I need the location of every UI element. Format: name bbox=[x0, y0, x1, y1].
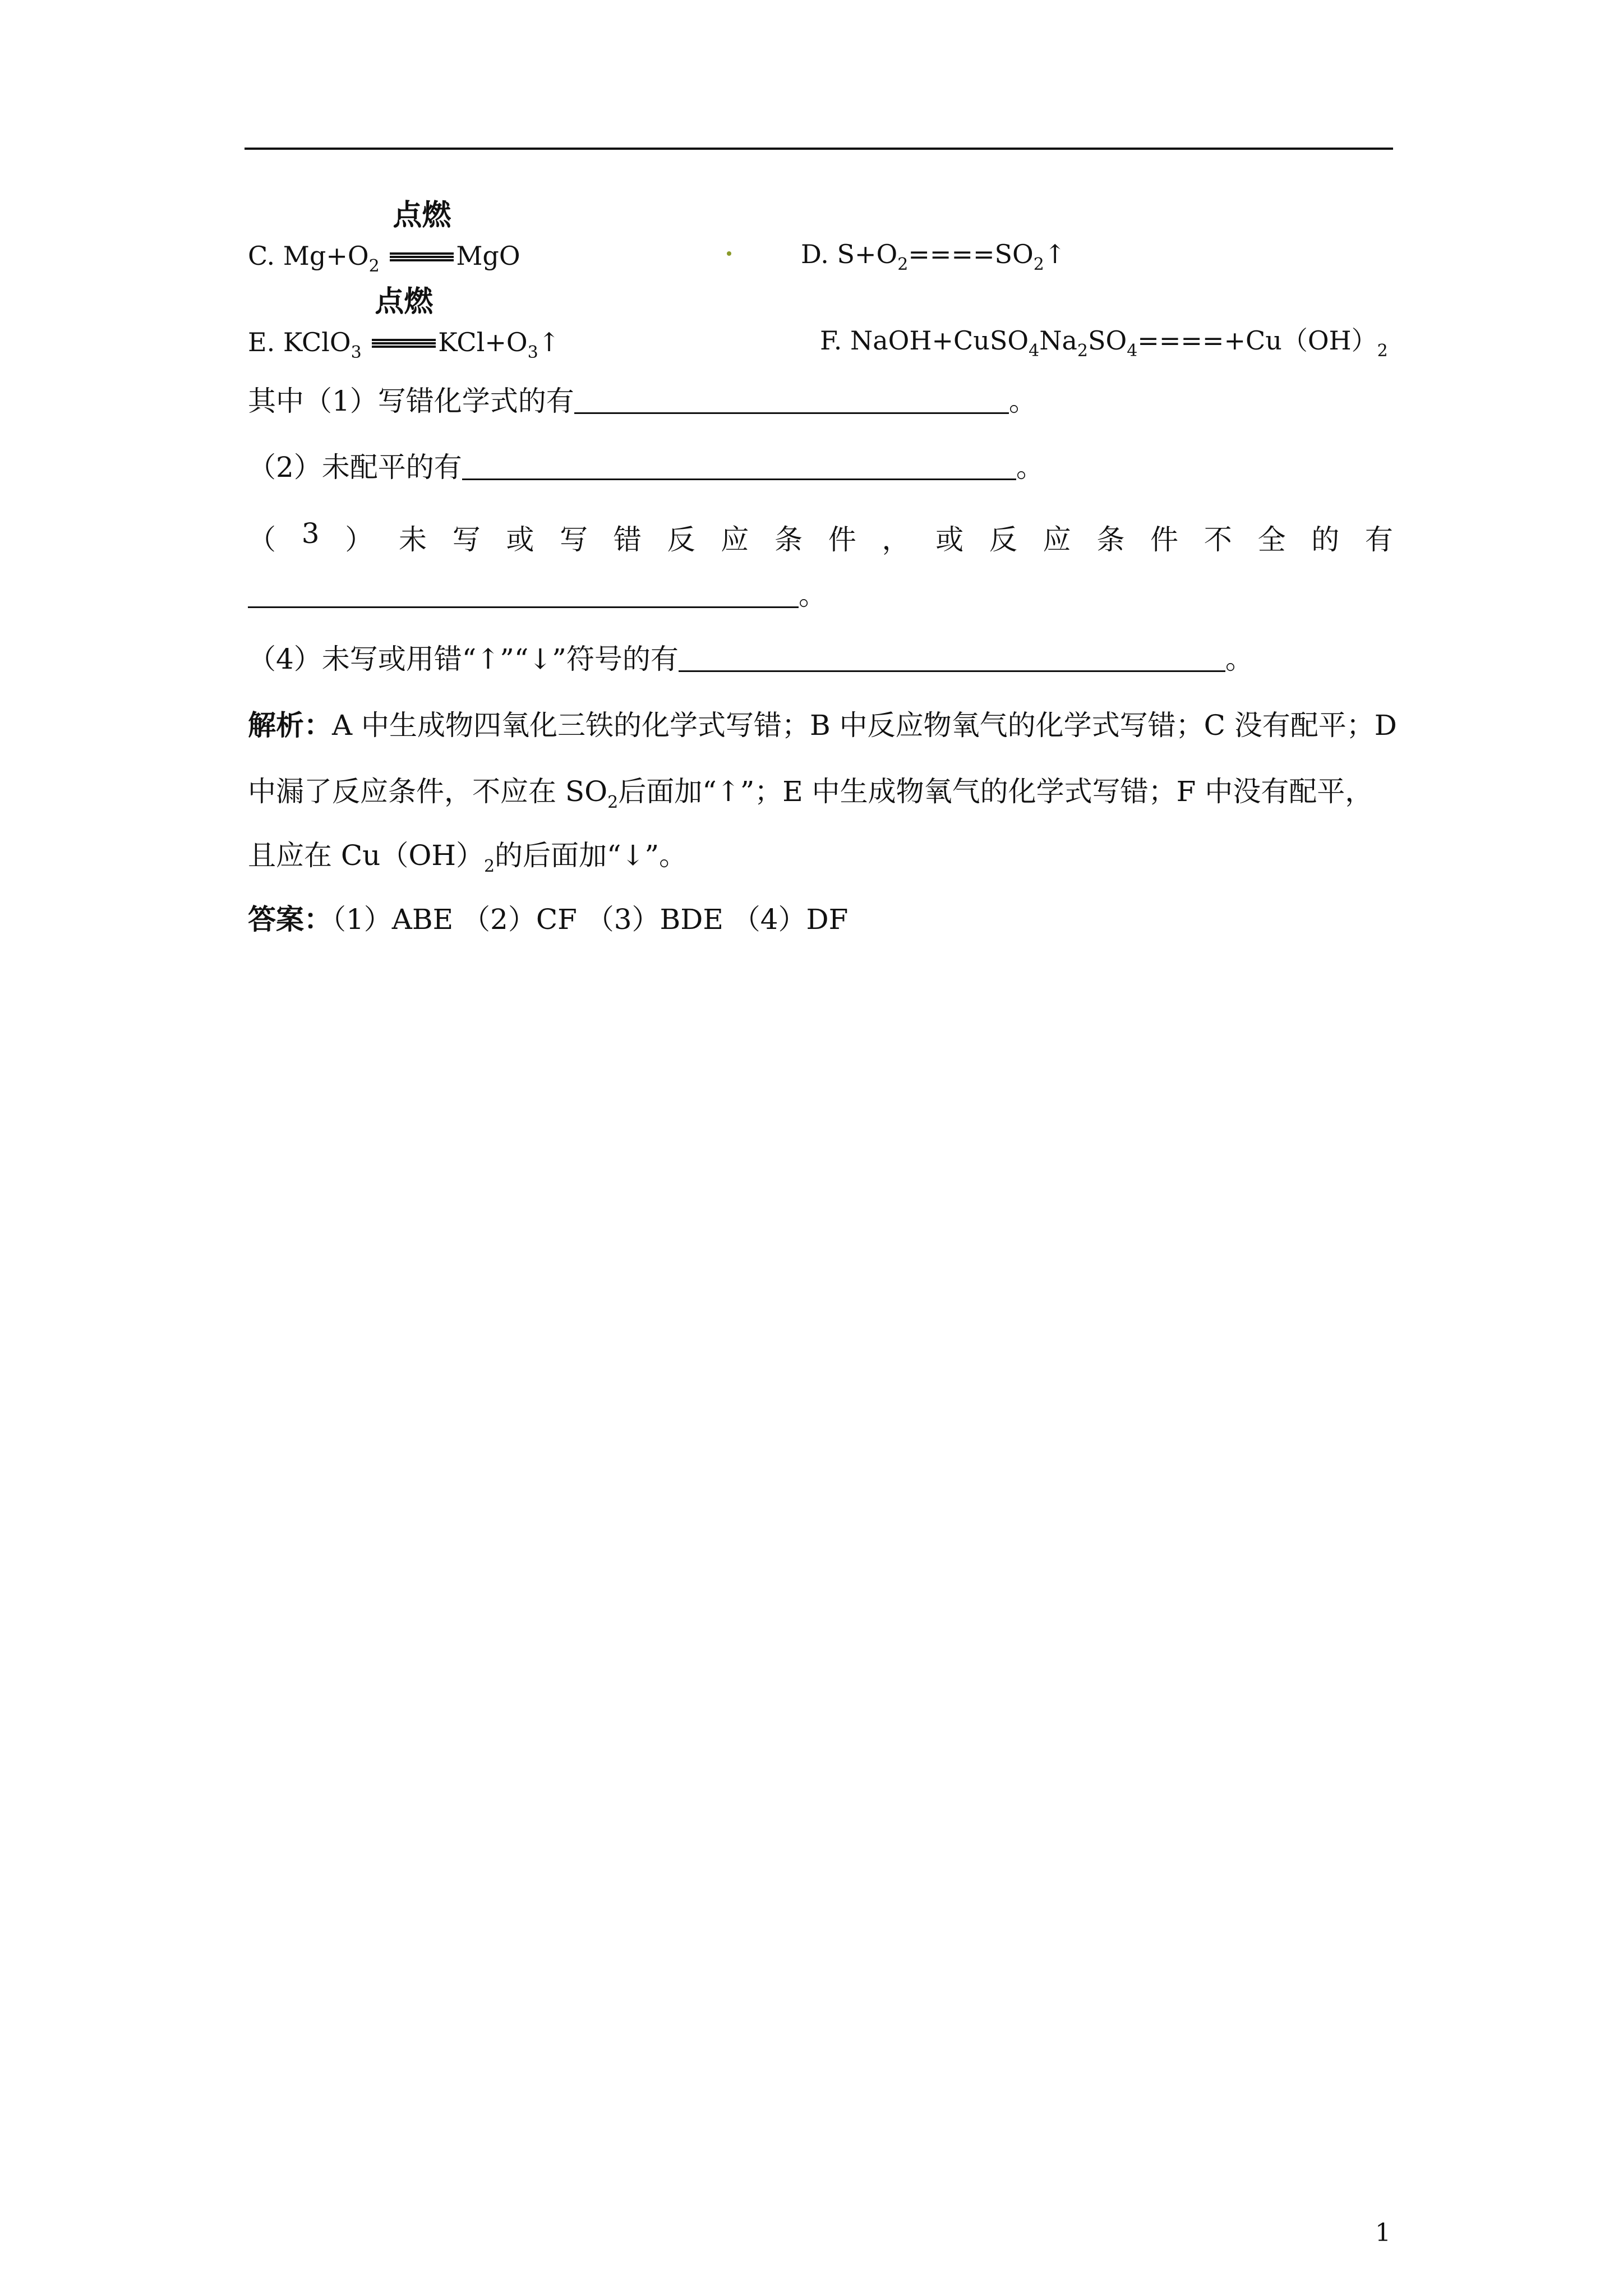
equation-f bbox=[820, 325, 1388, 361]
answer-blank[interactable] bbox=[248, 584, 799, 608]
reaction-condition bbox=[389, 199, 455, 267]
question-end: 。 bbox=[799, 579, 827, 611]
question-4 bbox=[248, 645, 1253, 673]
question-char: 的 bbox=[1311, 523, 1340, 556]
question-char: ） bbox=[345, 523, 374, 556]
question-char: 写 bbox=[560, 523, 588, 556]
stray-dot bbox=[727, 251, 731, 256]
subscript: 2 bbox=[1377, 341, 1388, 361]
answer-label: 答案： bbox=[248, 903, 332, 936]
condition-label: 点燃 bbox=[375, 285, 434, 319]
question-char: 件 bbox=[828, 523, 856, 556]
analysis-line-2 bbox=[248, 775, 1373, 812]
subscript: 4 bbox=[1127, 341, 1138, 361]
subscript: 2 bbox=[897, 255, 909, 274]
analysis-text: 且应在 Cu（OH） bbox=[248, 839, 484, 872]
question-3-blank-line bbox=[248, 581, 827, 609]
subscript: 2 bbox=[368, 256, 380, 276]
page-number: 1 bbox=[1375, 2219, 1391, 2247]
subscript: 2 bbox=[1077, 341, 1088, 361]
question-char: 写 bbox=[452, 523, 481, 556]
answer-line bbox=[248, 903, 849, 936]
analysis-text: A 中生成物四氧化三铁的化学式写错；B 中反应物氧气的化学式写错；C 没有配平；D bbox=[332, 709, 1397, 742]
equation-text: ====SO bbox=[908, 239, 1034, 269]
answer-blank[interactable] bbox=[679, 648, 1225, 672]
question-3 bbox=[248, 517, 1393, 558]
reaction-condition bbox=[371, 285, 437, 353]
up-arrow-icon: ↑ bbox=[538, 327, 560, 357]
question-char: 有 bbox=[1364, 523, 1393, 556]
equation-text: E. KClO bbox=[248, 327, 351, 357]
question-end: 。 bbox=[1008, 385, 1037, 417]
equation-d bbox=[801, 239, 1066, 274]
analysis-text: 后面加“↑”；E 中生成物氧气的化学式写错；F 中没有配平， bbox=[618, 775, 1373, 808]
question-text: （4）未写或用错“↑”“↓”符号的有 bbox=[248, 643, 679, 675]
answer-text: （1）ABE （2）CF （3）BDE （4）DF bbox=[332, 903, 849, 936]
subscript: 4 bbox=[1029, 341, 1040, 361]
question-char: 条 bbox=[774, 523, 803, 556]
question-1 bbox=[248, 387, 1037, 415]
subscript: 2 bbox=[607, 793, 619, 812]
question-char: 反 bbox=[989, 523, 1017, 556]
question-char: 或 bbox=[506, 523, 534, 556]
triple-equals bbox=[372, 339, 436, 348]
question-text: （2）未配平的有 bbox=[248, 451, 462, 484]
question-char: 反 bbox=[667, 523, 695, 556]
question-char: 不 bbox=[1204, 523, 1232, 556]
question-char: 或 bbox=[935, 523, 964, 556]
question-text: 其中（1）写错化学式的有 bbox=[248, 385, 574, 417]
analysis-line-1 bbox=[248, 708, 1397, 742]
answer-blank[interactable] bbox=[462, 456, 1016, 480]
equation-text: F. NaOH+CuSO bbox=[820, 325, 1029, 356]
header-rule bbox=[245, 148, 1393, 150]
equation-text: KCl+O bbox=[438, 327, 528, 357]
equation-text: MgO bbox=[456, 241, 520, 271]
question-char: ， bbox=[882, 523, 910, 556]
subscript: 3 bbox=[527, 343, 538, 362]
subscript: 3 bbox=[351, 343, 362, 362]
question-char: 错 bbox=[613, 523, 642, 556]
question-char: 应 bbox=[1043, 523, 1071, 556]
equation-c bbox=[248, 199, 520, 276]
equation-text: C. Mg+O bbox=[248, 241, 369, 271]
question-char: 全 bbox=[1257, 523, 1286, 556]
analysis-text: 的后面加“↓”。 bbox=[495, 839, 688, 872]
equation-text: SO bbox=[1087, 325, 1127, 356]
question-end: 。 bbox=[1016, 451, 1044, 484]
analysis-label: 解析： bbox=[248, 708, 332, 742]
question-char: 未 bbox=[398, 523, 427, 556]
question-char: 条 bbox=[1096, 523, 1125, 556]
up-arrow-icon: ↑ bbox=[1044, 239, 1066, 269]
equation-text: D. S+O bbox=[801, 239, 898, 269]
subscript: 2 bbox=[483, 857, 495, 876]
condition-label: 点燃 bbox=[393, 199, 451, 232]
question-char: （ bbox=[248, 523, 276, 556]
equation-text: Na bbox=[1039, 325, 1077, 356]
equation-text: ====+Cu（OH） bbox=[1137, 325, 1377, 356]
question-end: 。 bbox=[1225, 643, 1253, 675]
triple-equals bbox=[390, 252, 454, 261]
subscript: 2 bbox=[1033, 255, 1044, 274]
question-char: 3 bbox=[301, 517, 320, 550]
question-2 bbox=[248, 451, 1044, 484]
analysis-text: 中漏了反应条件，不应在 SO bbox=[248, 775, 608, 808]
question-char: 应 bbox=[721, 523, 749, 556]
analysis-line-3 bbox=[248, 839, 688, 876]
answer-blank[interactable] bbox=[574, 390, 1009, 414]
equation-e bbox=[248, 285, 560, 362]
question-char: 件 bbox=[1150, 523, 1179, 556]
